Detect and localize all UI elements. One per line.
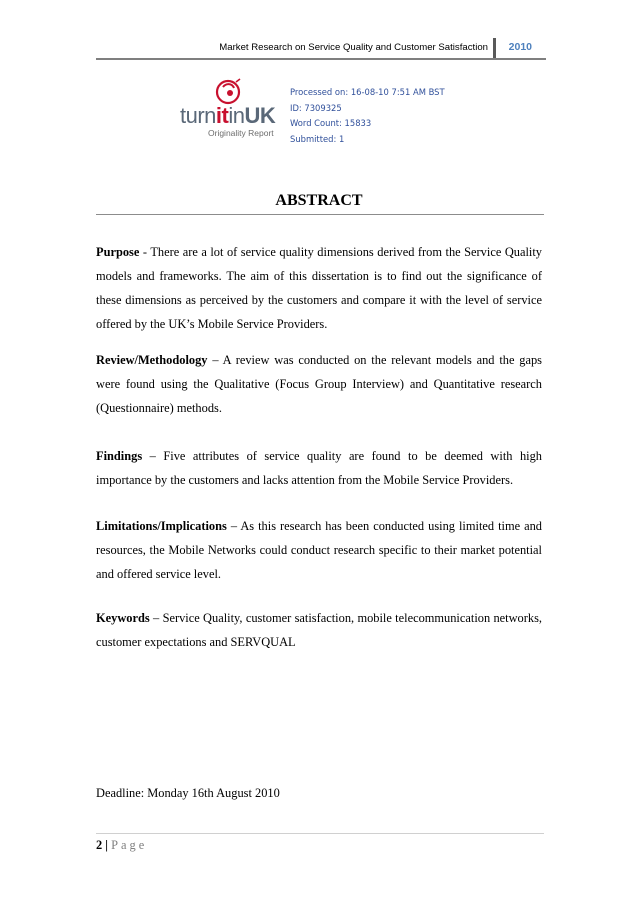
findings-label: Findings <box>96 449 143 463</box>
footer-separator: | <box>102 838 112 852</box>
originality-report-stamp <box>176 77 466 155</box>
page-number: 2 <box>96 838 103 852</box>
page-label: Page <box>111 838 148 852</box>
page-header <box>96 36 546 60</box>
limitations-label: Limitations/Implications <box>96 519 227 533</box>
logo-word-1: turn <box>180 103 216 128</box>
report-id: ID: 7309325 <box>290 102 342 113</box>
purpose-text: There are a lot of service quality dimensions derived from the Service Quality models and frameworks. The aim of this dissertation is to find out the significance of these dimensions as perceived by the customers and compare it with the level of service offered by the UK’s Mobile Service Providers. <box>96 245 542 331</box>
header-title: Market Research on Service Quality and Customer Satisfaction <box>219 42 488 53</box>
logo-subtitle: Originality Report <box>208 128 274 138</box>
logo-word-2: it <box>215 103 229 128</box>
purpose-label: Purpose <box>96 245 140 259</box>
submitted-count: Submitted: 1 <box>290 133 345 144</box>
keywords-label: Keywords <box>96 611 150 625</box>
footer-rule <box>96 833 544 834</box>
report-details <box>290 85 445 147</box>
findings-text: Five attributes of service quality are found to be deemed with high importance by the customers and lacks attention from the Mobile Service Providers. <box>96 449 542 487</box>
limitations-separator: – <box>226 519 241 533</box>
purpose-separator: - <box>139 245 151 259</box>
deadline-text: Deadline: Monday 16th August 2010 <box>96 786 280 800</box>
methodology-label: Review/Methodology <box>96 353 208 367</box>
logo-word-3: in <box>228 103 245 128</box>
header-divider <box>493 38 496 58</box>
findings-separator: – <box>142 449 164 463</box>
findings-paragraph <box>96 444 542 492</box>
abstract-rule <box>96 214 544 215</box>
methodology-paragraph <box>96 348 542 420</box>
processed-on: Processed on: 16-08-10 7:51 AM BST <box>290 87 445 97</box>
header-rule <box>96 58 546 60</box>
purpose-paragraph <box>96 240 542 336</box>
header-year: 2010 <box>508 41 532 53</box>
abstract-title: ABSTRACT <box>275 192 363 209</box>
word-count: Word Count: 15833 <box>290 118 372 128</box>
methodology-separator: – <box>207 353 223 367</box>
methodology-text: A review was conducted on the relevant models and the gaps were found using the Qualitative (Focus Group Interview) and Quantitative research (Questionnaire) methods. <box>96 353 542 415</box>
keywords-text: Service Quality, customer satisfaction, mobile telecommunication networks, customer expectations and SERVQUAL <box>96 611 542 649</box>
turnitin-logo-wordmark <box>180 103 275 129</box>
keywords-separator: – <box>149 611 163 625</box>
logo-word-4: UK <box>244 103 276 128</box>
page-footer <box>96 838 147 853</box>
limitations-paragraph <box>96 514 542 586</box>
keywords-paragraph <box>96 606 542 654</box>
limitations-text: As this research has been conducted using limited time and resources, the Mobile Networks could conduct research specific to their market potential and offered service level. <box>96 519 542 581</box>
